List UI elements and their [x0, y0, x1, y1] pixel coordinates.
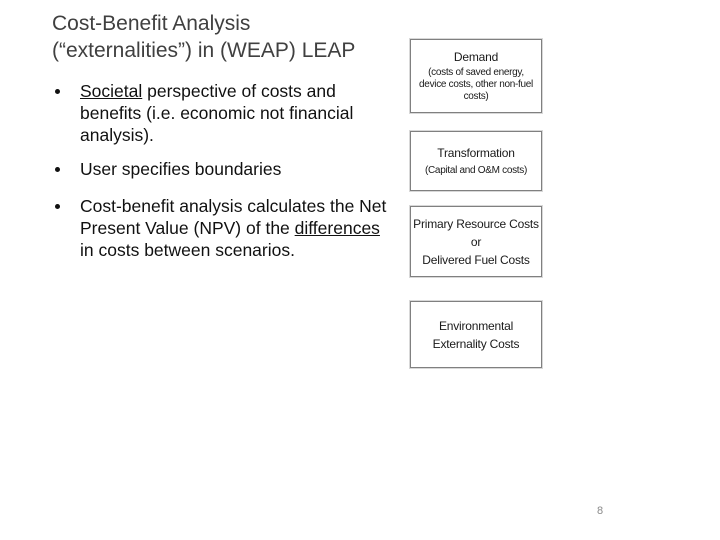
- demand-sub-line-1: (costs of saved energy,: [428, 66, 524, 78]
- differences-underlined: differences: [294, 218, 380, 238]
- environmental-line-1: Environmental: [438, 318, 514, 333]
- demand-sub-line-2: device costs, other non-fuel: [419, 78, 533, 90]
- demand-sub-line-3: costs): [463, 90, 489, 102]
- transformation-heading: Transformation: [437, 145, 515, 160]
- primary-resource-box: [410, 206, 542, 277]
- bullet-dot-icon: [55, 167, 60, 172]
- environmental-line-2: Externality Costs: [432, 336, 520, 351]
- primary-line-3: Delivered Fuel Costs: [422, 252, 530, 267]
- bullet-3-prefix: Cost-benefit analysis calculates the Net Present Value (NPV) of the: [80, 196, 387, 238]
- bullet-item-societal: [52, 80, 392, 146]
- primary-line-1: Primary Resource Costs: [413, 216, 539, 231]
- bullet-dot-icon: [55, 89, 60, 94]
- transformation-box: [410, 131, 542, 191]
- page-number: 8: [596, 505, 604, 517]
- environmental-box: [410, 301, 542, 368]
- bullet-1-text: perspective of costs and benefits (i.e. economic not financial analysis).: [80, 81, 354, 145]
- bullet-3-suffix: in costs between scenarios.: [80, 240, 295, 260]
- bullet-item-boundaries: [52, 158, 392, 180]
- demand-heading: Demand: [453, 49, 499, 64]
- bullet-dot-icon: [55, 204, 60, 209]
- title-line-1: Cost-Benefit Analysis: [52, 12, 251, 35]
- slide-title: [52, 10, 412, 64]
- societal-underlined: Societal: [80, 81, 143, 101]
- title-line-2: (“externalities”) in (WEAP) LEAP: [52, 39, 356, 62]
- transformation-sub: (Capital and O&M costs): [424, 164, 528, 176]
- demand-box: [410, 39, 542, 113]
- bullet-list: [52, 80, 392, 261]
- primary-line-2: or: [470, 234, 482, 249]
- bullet-item-npv: [52, 195, 392, 261]
- bullet-2-text: User specifies boundaries: [80, 159, 282, 179]
